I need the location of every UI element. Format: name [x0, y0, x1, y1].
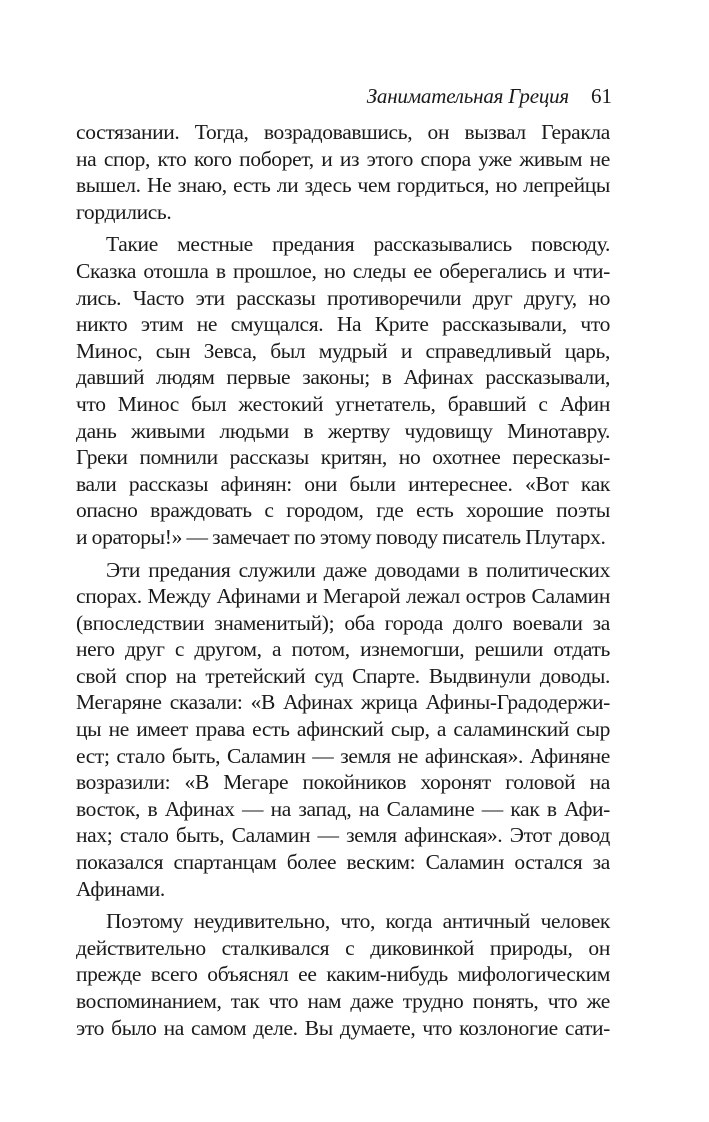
page-number: 61: [591, 84, 612, 108]
text-line: лись. Часто эти рассказы противоречили друг другу, но: [76, 285, 610, 310]
text-line: Минос, сын Зевса, был мудрый и справедливый царь,: [76, 338, 610, 363]
text-line: что Минос был жестокий угнетатель, бравший с Афин: [76, 391, 610, 416]
running-title: Занимательная Греция: [366, 84, 569, 108]
text-line: Греки помнили рассказы критян, но охотнее пересказы-: [76, 445, 610, 470]
running-header: [367, 84, 612, 110]
text-line: давший людям первые законы; в Афинах рассказывали,: [76, 365, 610, 390]
text-line: него друг с другом, а потом, изнемогши, решили отдать: [76, 637, 610, 662]
text-line: свой спор на третейский суд Спарте. Выдвинули доводы.: [76, 663, 610, 688]
text-line: Сказка отошла в прошлое, но следы ее оберегались и чти-: [76, 258, 610, 283]
text-line: воспоминанием, так что нам даже трудно понять, что же: [76, 989, 610, 1013]
text-line: нах; стало быть, Саламин — земля афинская». Этот довод: [76, 823, 610, 848]
text-line: спорах. Между Афинами и Мегарой лежал остров Саламин: [76, 584, 610, 609]
text-line: действительно сталкивался с диковинкой природы, он: [76, 935, 610, 960]
text-line: опасно враждовать с городом, где есть хорошие поэты: [76, 498, 610, 523]
text-line: Мегаряне сказали: «В Афинах жрица Афины-Градодержи-: [76, 690, 610, 715]
text-line: показался спартанцам более веским: Саламин остался за: [76, 850, 610, 875]
text-line: Такие местные предания рассказывались повсюду.: [106, 232, 610, 257]
text-line: никто этим не смущался. На Крите рассказывали, что: [76, 312, 610, 337]
text-line: состязании. Тогда, возрадовавшись, он вызвал Геракла: [76, 120, 610, 144]
text-line: на спор, кто кого поборет, и из этого спора уже живым не: [76, 146, 610, 171]
text-line: ест; стало быть, Саламин — земля не афинская». Афиняне: [76, 743, 610, 768]
text-line: Афинами.: [76, 876, 165, 901]
text-line: (впоследствии знаменитый); оба города долго воевали за: [76, 610, 610, 635]
text-line: вышел. Не знаю, есть ли здесь чем гордиться, но лепрейцы: [76, 173, 610, 198]
text-line: вали рассказы афинян: они были интереснее. «Вот как: [76, 471, 610, 496]
text-line: Эти предания служили даже доводами в политических: [106, 557, 610, 582]
text-line: Поэтому неудивительно, что, когда античный человек: [106, 909, 610, 934]
text-line: гордились.: [76, 199, 172, 224]
text-line: возразили: «В Мегаре покойников хоронят головой на: [76, 770, 610, 795]
text-line: дань живыми людьми в жертву чудовищу Минотавру.: [76, 418, 610, 443]
text-line: восток, в Афинах — на запад, на Саламине — как в Афи-: [76, 796, 610, 821]
text-line: цы не имеет права есть афинский сыр, а саламинский сыр: [76, 717, 610, 742]
text-line: и ораторы!» — замечает по этому поводу писатель Плутарх.: [76, 524, 606, 549]
body-text: [76, 119, 610, 1041]
text-line: прежде всего объяснял ее каким-нибудь мифологическим: [76, 962, 610, 987]
text-line: это было на самом деле. Вы думаете, что козлоногие сати-: [76, 1015, 610, 1040]
